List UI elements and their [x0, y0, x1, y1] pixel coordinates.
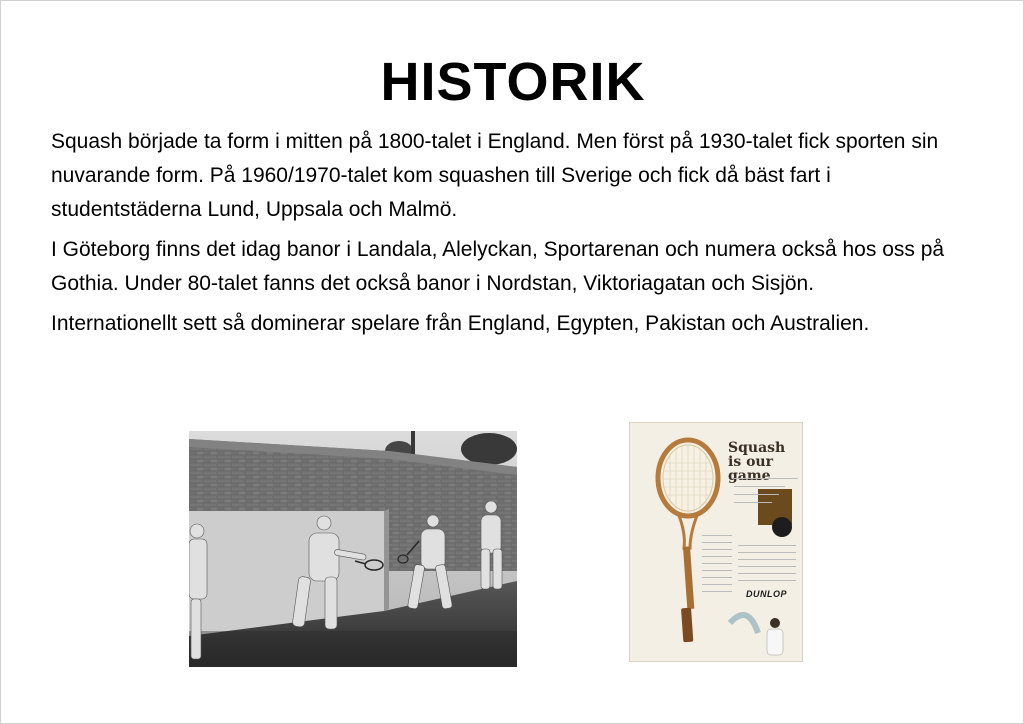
- paragraph-history: Squash började ta form i mitten på 1800-talet i England. Men först på 1930-talet fick sporten sin nuvarande form. På 1960/1970-talet kom squashen till Sverige och fick då bäst fart i studentstäderna Lund, Uppsala och Malmö.: [51, 130, 939, 221]
- ad-body-text-1: [734, 473, 798, 505]
- ad-body-text-2: [702, 531, 732, 594]
- slide-title: HISTORIK: [380, 52, 646, 112]
- paragraph-goteborg: I Göteborg finns det idag banor i Landala, Alelyckan, Sportarenan och numera också hos oss på Gothia. Under 80-talet fanns det också banor i Nordstan, Viktoriagatan och Sisjön.: [51, 238, 945, 295]
- slide-body: [51, 125, 981, 347]
- ad-body-text-3: [738, 541, 796, 583]
- historical-squash-photo: [189, 431, 517, 667]
- ad-brand: DUNLOP: [746, 589, 787, 599]
- ad-headline: Squash is our game: [728, 440, 786, 484]
- dunlop-advertisement: [629, 422, 803, 662]
- paragraph-international: Internationellt sett så dominerar spelare från England, Egypten, Pakistan och Australien.: [51, 312, 870, 335]
- historical-squash-photo-illustration: [189, 431, 517, 667]
